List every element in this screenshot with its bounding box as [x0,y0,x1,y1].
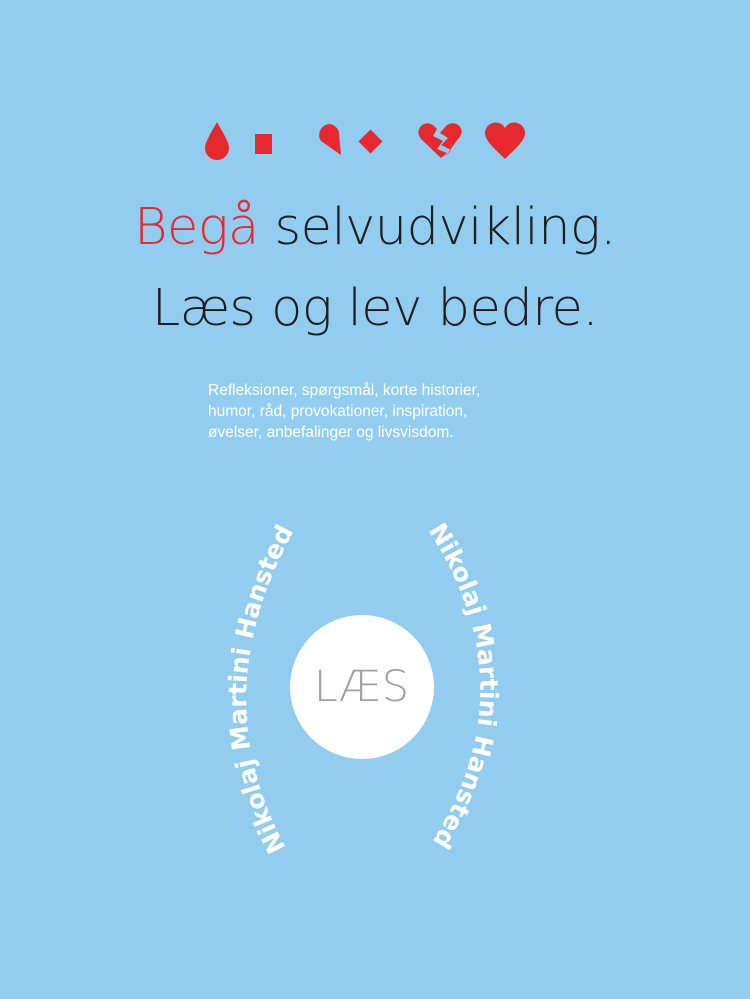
headline-line-1-rest: selvudvikling. [258,198,616,257]
subtitle-line-2: humor, råd, provokationer, inspiration, [208,403,468,420]
badge-label: LÆS [313,662,411,712]
author-name-right: Nikolaj Martini Hansted [423,517,504,855]
headline-accent-word: Begå [134,198,259,257]
headline-line-2: Læs og lev bedre. [151,279,599,338]
laes-badge [290,615,434,759]
author-name-left: Nikolaj Martini Hansted [223,520,300,859]
subtitle-line-1: Refleksioner, spørgsmål, korte historier, [208,382,481,399]
subtitle-line-3: øvelser, anbefalinger og livsvisdom. [208,424,454,441]
